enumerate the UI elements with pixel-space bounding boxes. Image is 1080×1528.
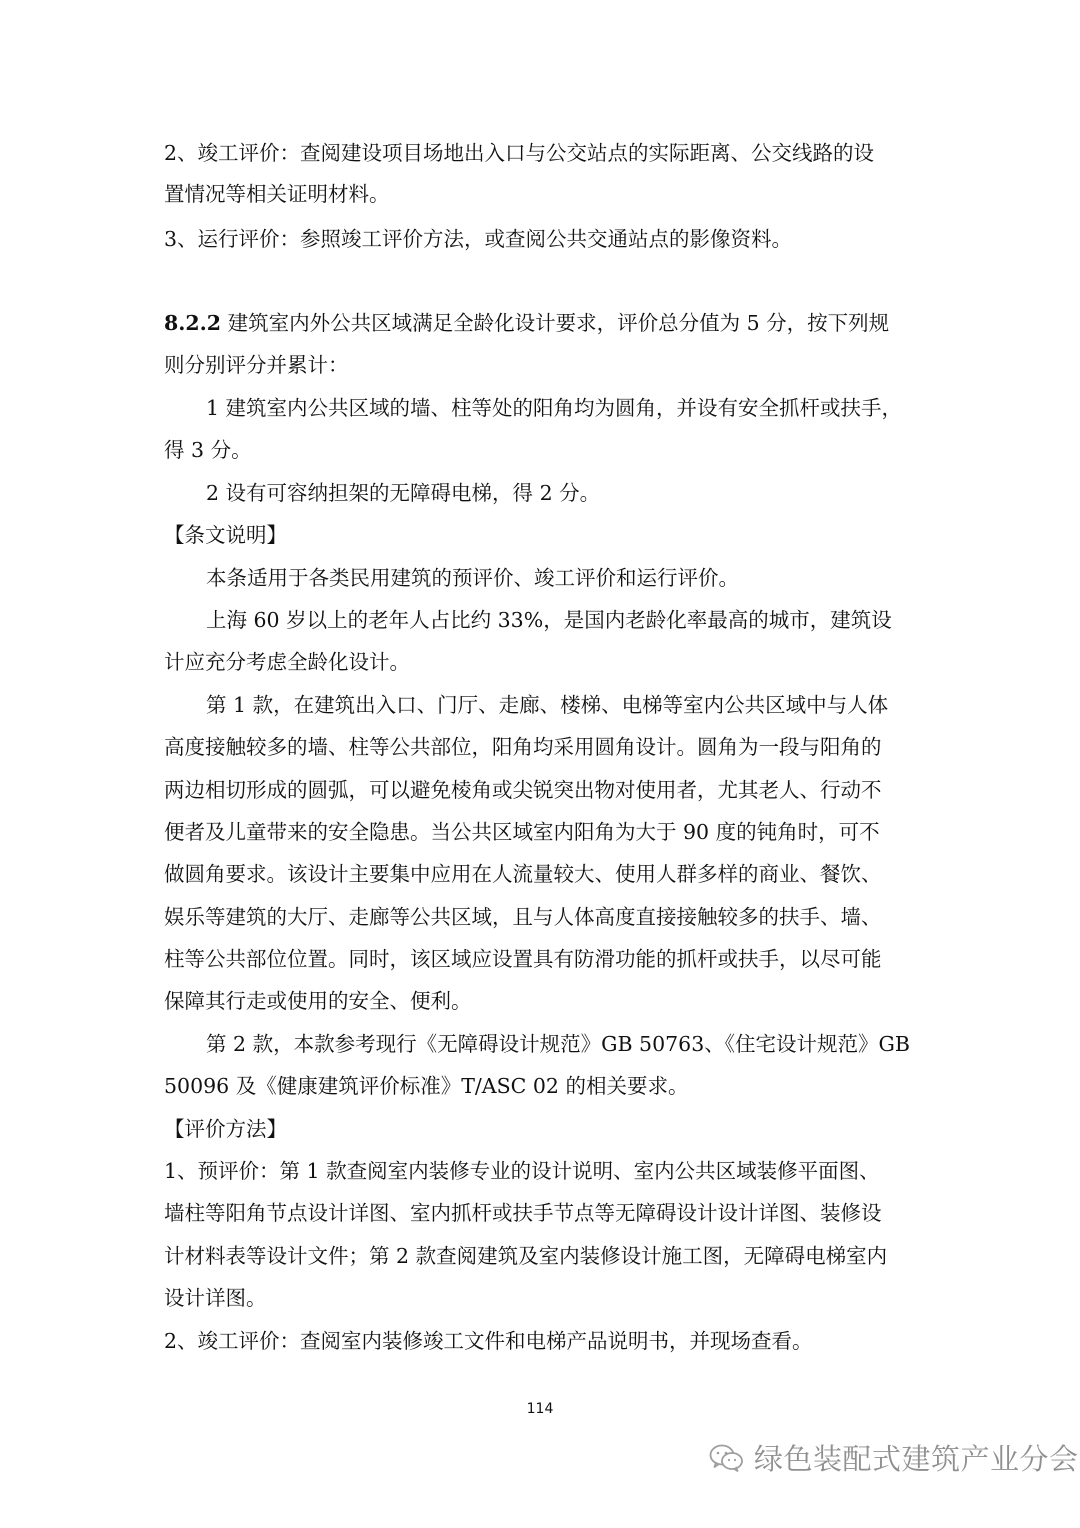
text-line: 做圆角要求。该设计主要集中应用在人流量较大、使用人群多样的商业、餐饮、 [164, 862, 882, 886]
text-line: 保障其行走或使用的安全、便利。 [164, 989, 472, 1013]
watermark [708, 1437, 1079, 1478]
text-line: 计应充分考虑全龄化设计。 [164, 650, 410, 674]
text-line: 计材料表等设计文件；第 2 款查阅建筑及室内装修设计施工图，无障碍电梯室内 [164, 1244, 888, 1268]
text-line: 娱乐等建筑的大厅、走廊等公共区域，且与人体高度直接接触较多的扶手、墙、 [164, 905, 882, 929]
section-heading-line [164, 313, 889, 334]
wechat-icon [708, 1443, 744, 1473]
text-line: 设计详图。 [164, 1286, 267, 1310]
text-line: 高度接触较多的墙、柱等公共部位，阳角均采用圆角设计。圆角为一段与阳角的 [164, 735, 882, 759]
text-line: 两边相切形成的圆弧，可以避免棱角或尖锐突出物对使用者，尤其老人、行动不 [164, 778, 882, 802]
text-line: 1 建筑室内公共区域的墙、柱等处的阳角均为圆角，并设有安全抓杆或扶手， [206, 396, 903, 420]
text-line: 1、预评价：第 1 款查阅室内装修专业的设计说明、室内公共区域装修平面图、 [164, 1159, 880, 1183]
text-line: 便者及儿童带来的安全隐患。当公共区域室内阳角为大于 90 度的钝角时，可不 [164, 820, 880, 844]
text-line: 上海 60 岁以上的老年人占比约 33%，是国内老龄化率最高的城市，建筑设 [206, 608, 892, 632]
heading-evaluation-method: 【评价方法】 [164, 1117, 287, 1141]
text-line: 本条适用于各类民用建筑的预评价、竣工评价和运行评价。 [206, 566, 739, 590]
text-line: 第 2 款，本款参考现行《无障碍设计规范》GB 50763、《住宅设计规范》GB [206, 1032, 910, 1056]
watermark-text: 绿色装配式建筑产业分会 [754, 1442, 1079, 1476]
page-number: 114 [526, 1401, 554, 1417]
text-line: 则分别评分并累计： [164, 353, 349, 377]
text-line: 得 3 分。 [164, 438, 252, 462]
text-line: 2、竣工评价：查阅建设项目场地出入口与公交站点的实际距离、公交线路的设 [164, 141, 875, 165]
text-line: 第 1 款，在建筑出入口、门厅、走廊、楼梯、电梯等室内公共区域中与人体 [206, 693, 889, 717]
text-line: 50096 及《健康建筑评价标准》T/ASC 02 的相关要求。 [164, 1074, 689, 1098]
section-number: 8.2.2 [164, 311, 222, 335]
text-line: 2、竣工评价：查阅室内装修竣工文件和电梯产品说明书，并现场查看。 [164, 1329, 813, 1353]
text-line: 墙柱等阳角节点设计详图、室内抓杆或扶手节点等无障碍设计设计详图、装修设 [164, 1201, 882, 1225]
text-line: 3、运行评价：参照竣工评价方法，或查阅公共交通站点的影像资料。 [164, 227, 793, 251]
heading-clause-explanation: 【条文说明】 [164, 523, 287, 547]
text-line: 柱等公共部位位置。同时，该区域应设置具有防滑功能的抓杆或扶手，以尽可能 [164, 947, 882, 971]
text-line: 2 设有可容纳担架的无障碍电梯，得 2 分。 [206, 481, 601, 505]
text-line: 置情况等相关证明材料。 [164, 182, 390, 206]
section-heading-text: 建筑室内外公共区域满足全龄化设计要求，评价总分值为 5 分，按下列规 [227, 311, 890, 335]
